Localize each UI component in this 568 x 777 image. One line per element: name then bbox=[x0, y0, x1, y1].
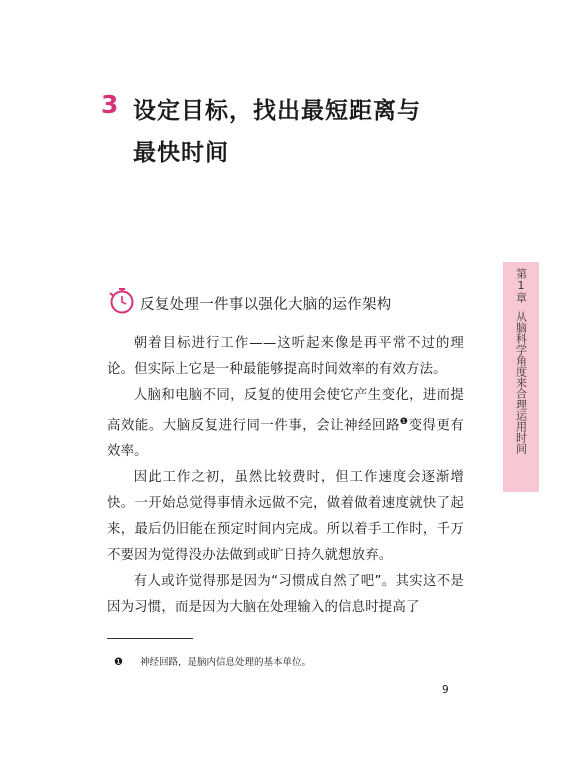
body-text bbox=[107, 331, 464, 621]
footnote-text: 神经回路，是脑内信息处理的基本单位。 bbox=[140, 657, 312, 668]
stopwatch-icon bbox=[106, 287, 136, 315]
chapter-side-tab bbox=[503, 262, 539, 492]
side-tab-di: 第 bbox=[514, 268, 528, 279]
paragraph bbox=[107, 383, 464, 465]
paragraph-text-tail: 变得更有效率。 bbox=[107, 418, 464, 460]
footnote-divider bbox=[107, 638, 193, 639]
paragraph-text: 人脑和电脑不同，反复的使用会使它产生变化，进而提高效能。大脑反复进行同一件事，会让神经回路 bbox=[107, 388, 464, 434]
side-tab-zhang: 章 bbox=[514, 292, 528, 303]
chapter-number: 3 bbox=[101, 90, 119, 119]
footnote-marker: ❶ bbox=[114, 657, 123, 668]
page-number: 9 bbox=[442, 684, 449, 696]
paragraph: 因此工作之初，虽然比较费时，但工作速度会逐渐增快。一开始总觉得事情永远做不完，做着做着速度就快了起来，最后仍旧能在预定时间内完成。所以着手工作时，千万不要因为觉得没办法做到或旷日持久就想放弃。 bbox=[107, 470, 464, 564]
footnote bbox=[114, 654, 311, 668]
paragraph: 朝着目标进行工作——这听起来像是再平常不过的理论。但实际上它是一种最能够提高时间效率的有效方法。 bbox=[107, 336, 464, 377]
side-tab-number: 1 bbox=[514, 279, 528, 292]
chapter-title-line-2: 最快时间 bbox=[133, 140, 229, 166]
section-title: 反复处理一件事以强化大脑的运作架构 bbox=[140, 297, 392, 313]
side-tab-title: 从脑科学角度来合理运用时间 bbox=[514, 311, 528, 454]
chapter-title-line-1: 设定目标，找出最短距离与 bbox=[133, 98, 421, 124]
paragraph: 有人或许觉得那是因为“习惯成自然了吧”。其实这不是因为习惯，而是因为大脑在处理输入的信息时提高了 bbox=[107, 574, 464, 616]
section-heading bbox=[106, 287, 466, 313]
footnote-reference: ❶ bbox=[399, 417, 409, 427]
